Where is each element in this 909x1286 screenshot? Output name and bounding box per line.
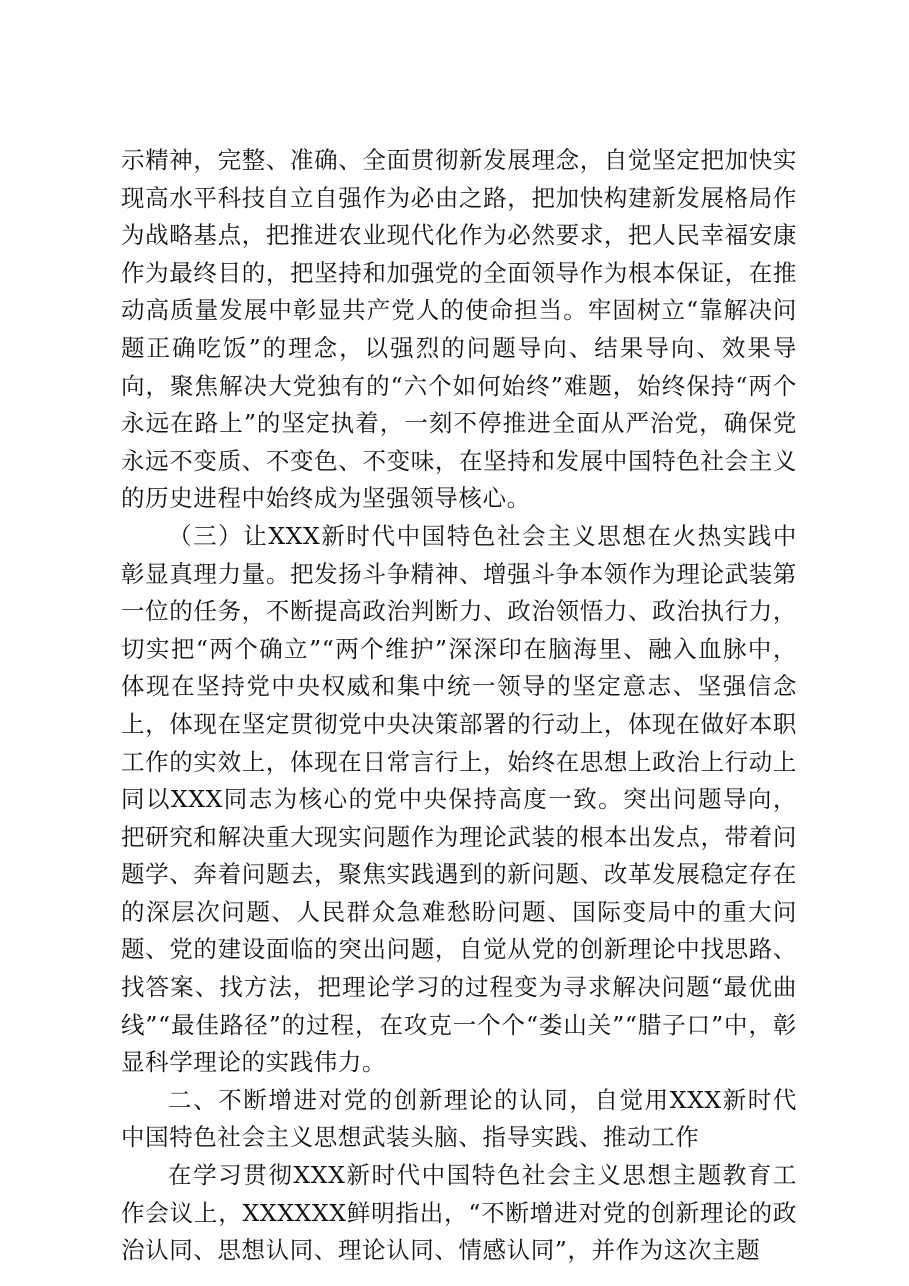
paragraph-continuation: 示精神，完整、准确、全面贯彻新发展理念，自觉坚定把加快实现高水平科技自立自强作为必由之路，把加快构建新发展格局作为战略基点，把推进农业现代化作为必然要求，把人民幸福安康作为最终目的，把坚持和加强党的全面领导作为根本保证，在推动高质量发展中彰显共产党人的使命担当。牢固树立“靠解决问题正确吃饭”的理念，以强烈的问题导向、结果导向、效果导向，聚焦解决大党独有的“六个如何始终”难题，始终保持“两个永远在路上”的坚定执着，一刻不停推进全面从严治党，确保党永远不变质、不变色、不变味，在坚持和发展中国特色社会主义的历史进程中始终成为坚强领导核心。 xyxy=(121,146,797,513)
document-body xyxy=(121,142,797,1270)
section-heading-two: 二、不断增进对党的创新理论的认同，自觉用XXX新时代中国特色社会主义思想武装头脑、指导实践、推动工作 xyxy=(121,1085,797,1152)
paragraph-section-three: （三）让XXX新时代中国特色社会主义思想在火热实践中彰显真理力量。把发扬斗争精神、增强斗争本领作为理论武装第一位的任务，不断提高政治判断力、政治领悟力、政治执行力，切实把“两个确立”“两个维护”深深印在脑海里、融入血脉中，体现在坚持党中央权威和集中统一领导的坚定意志、坚强信念上，体现在坚定贯彻党中央决策部署的行动上，体现在做好本职工作的实效上，体现在日常言行上，始终在思想上政治上行动上同以XXX同志为核心的党中央保持高度一致。突出问题导向，把研究和解决重大现实问题作为理论武装的根本出发点，带着问题学、奔着问题去，聚焦实践遇到的新问题、改革发展稳定存在的深层次问题、人民群众急难愁盼问题、国际变局中的重大问题、党的建设面临的突出问题，自觉从党的创新理论中找思路、找答案、找方法，把理论学习的过程变为寻求解决问题“最优曲线”“最佳路径”的过程，在攻克一个个“娄山关”“腊子口”中，彰显科学理论的实践伟力。 xyxy=(121,521,797,1077)
paragraph-section-two-body: 在学习贯彻XXX新时代中国特色社会主义思想主题教育工作会议上，XXXXXX鲜明指出，“不断增进对党的创新理论的政治认同、思想认同、理论认同、情感认同”，并作为这次主题 xyxy=(121,1161,797,1265)
